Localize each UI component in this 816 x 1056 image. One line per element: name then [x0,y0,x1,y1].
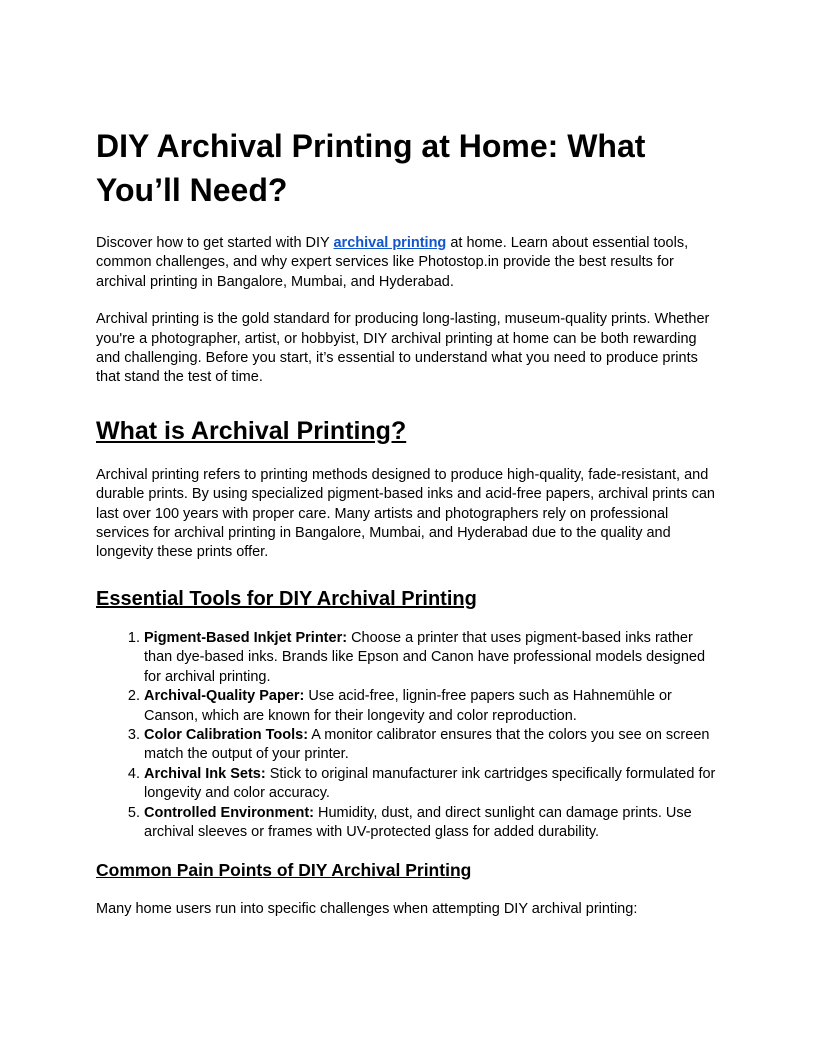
archival-printing-link[interactable]: archival printing [333,235,447,251]
section-heading-pain-points: Common Pain Points of DIY Archival Printing [96,860,472,881]
list-item [144,804,724,843]
list-item [144,629,724,687]
list-item-term: Archival-Quality Paper: [144,688,305,705]
pain-points-paragraph: Many home users run into specific challenges when attempting DIY archival printing: [96,901,638,918]
document-body [96,124,724,920]
intro-paragraph [96,234,724,292]
list-item-text: A monitor calibrator ensures that the colors you see on screen match the output of your printer. [144,726,710,763]
what-is-paragraph: Archival printing refers to printing methods designed to produce high-quality, fade-resistant, and durable prints. By using specialized pigment-based inks and acid-free papers, archival prints can last over 100 years with proper care. Many artists and photographers rely on professional services for archival printing in Bangalore, Mumbai, and Hyderabad due to the quality and longevity these prints offer. [96,466,715,561]
list-item-text: Choose a printer that uses pigment-based inks rather than dye-based inks. Brands like Epson and Canon have professional models designed for archival printing. [144,629,706,685]
page-title: DIY Archival Printing at Home: What You’ll Need? [96,128,646,208]
intro-text-after-link: at home. Learn about essential tools, common challenges, and why expert services like Photostop.in provide the best results for archival printing in Bangalore, Mumbai, and Hyderabad. [96,235,689,290]
list-item-term: Archival Ink Sets: [144,765,266,782]
overview-paragraph: Archival printing is the gold standard for producing long-lasting, museum-quality prints. Whether you're a photographer, artist, or hobbyist, DIY archival printing at home can be both rewarding and challenging. Before you start, it’s essential to understand what you need to produce prints that stand the test of time. [96,311,710,386]
intro-text-before-link: Discover how to get started with DIY [96,235,334,251]
list-item [144,765,724,804]
section-heading-what-is: What is Archival Printing? [96,416,407,445]
list-item-text: Humidity, dust, and direct sunlight can damage prints. Use archival sleeves or frames with UV-protected glass for added durability. [144,804,692,840]
list-item [144,687,724,726]
list-item-text: Stick to original manufacturer ink cartridges specifically formulated for longevity and color accuracy. [144,765,716,802]
list-item-term: Color Calibration Tools: [144,726,309,743]
list-item [144,726,724,765]
section-heading-essential-tools: Essential Tools for DIY Archival Printing [96,587,477,610]
list-item-term: Pigment-Based Inkjet Printer: [144,629,348,646]
list-item-text: Use acid-free, lignin-free papers such as Hahnemühle or Canson, which are known for their longevity and color reproduction. [144,688,672,724]
list-item-term: Controlled Environment: [144,804,314,821]
essential-tools-list [96,629,724,842]
